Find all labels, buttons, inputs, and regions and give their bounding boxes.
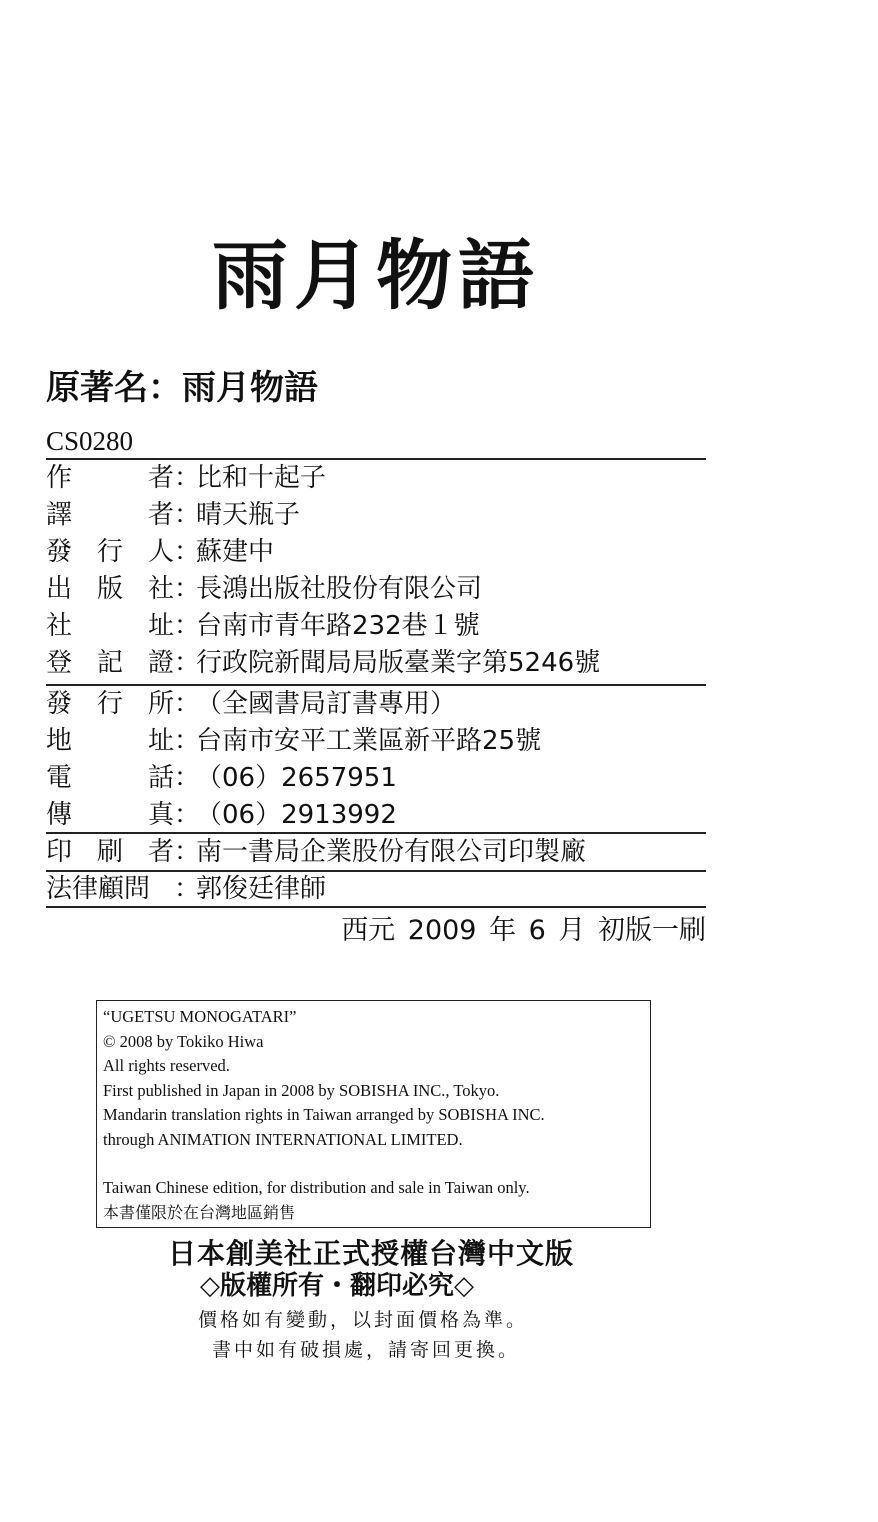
spacer — [103, 1152, 644, 1176]
edition-date: 西元 2009 年 6 月 初版一刷 — [341, 915, 706, 946]
copyright-line: Taiwan Chinese edition, for distribution and sale in Taiwan only. — [103, 1178, 530, 1197]
credit-value: （06）2913992 — [196, 800, 397, 830]
damage-notice: 書中如有破損處，請寄回更換。 — [212, 1339, 521, 1361]
credit-row-translator: 譯 者 ： 晴天瓶子 — [46, 497, 706, 534]
credit-row-author: 作 者 ： 比和十起子 — [46, 460, 706, 497]
authorization-statement: 日本創美社正式授權台灣中文版 — [168, 1237, 575, 1270]
price-notice: 價格如有變動，以封面價格為準。 — [198, 1309, 529, 1331]
credit-row-printer: 印 刷 者 ： 南一書局企業股份有限公司印製廠 — [46, 834, 706, 871]
credit-label: 作 者 — [46, 463, 174, 493]
credit-value: 南一書局企業股份有限公司印製廠 — [196, 837, 587, 867]
credit-value: 蘇建中 — [196, 537, 275, 567]
credit-value: （06）2657951 — [196, 763, 397, 793]
credit-row-distributor-address: 地 址 ： 台南市安平工業區新平路25號 — [46, 723, 706, 760]
credit-label: 傳 真 — [46, 800, 174, 830]
credits-group-2 — [46, 686, 706, 834]
copyright-line: Mandarin translation rights in Taiwan arranged by SOBISHA INC. — [103, 1105, 545, 1124]
credit-label: 出 版 社 — [46, 574, 174, 604]
credit-label: 社 址 — [46, 611, 174, 641]
credit-value: （全國書局訂書專用） — [196, 689, 457, 719]
copyright-box — [96, 1000, 651, 1228]
credit-value: 台南市青年路232巷１號 — [196, 611, 480, 641]
rights-notice: ◇版權所有・翻印必究◇ — [200, 1271, 474, 1301]
credit-label: 發 行 所 — [46, 689, 174, 719]
book-title: 雨月物語 — [212, 231, 540, 320]
credit-label: 法律顧問 — [46, 874, 151, 904]
credits-group-1 — [46, 460, 706, 682]
credit-value: 行政院新聞局局版臺業字第5246號 — [196, 648, 601, 678]
copyright-line: All rights reserved. — [103, 1056, 230, 1075]
copyright-line: © 2008 by Tokiko Hiwa — [103, 1031, 264, 1051]
credit-value: 台南市安平工業區新平路25號 — [196, 726, 542, 756]
original-title: 原著名：雨月物語 — [46, 368, 318, 408]
credit-row-publisher-person: 發 行 人 ： 蘇建中 — [46, 534, 706, 571]
credit-label: 譯 者 — [46, 500, 174, 530]
credit-row-phone: 電 話 ： （06）2657951 — [46, 760, 706, 797]
credit-value: 郭俊廷律師 — [196, 874, 327, 904]
credit-value: 比和十起子 — [196, 463, 327, 493]
copyright-line: “UGETSU MONOGATARI” — [103, 1007, 297, 1026]
credit-row-registration: 登 記 證 ： 行政院新聞局局版臺業字第5246號 — [46, 645, 706, 682]
divider-bottom — [46, 906, 706, 908]
credit-row-address: 社 址 ： 台南市青年路232巷１號 — [46, 608, 706, 645]
catalog-code: CS0280 — [46, 426, 134, 456]
credit-row-legal-counsel: 法律顧問 ： 郭俊廷律師 — [46, 871, 706, 908]
copyright-line: 本書僅限於在台灣地區銷售 — [103, 1202, 296, 1222]
credit-label: 電 話 — [46, 763, 174, 793]
copyright-line: through ANIMATION INTERNATIONAL LIMITED. — [103, 1129, 463, 1149]
credit-label: 印 刷 者 — [46, 837, 174, 867]
credit-row-distributor: 發 行 所 ： （全國書局訂書專用） — [46, 686, 706, 723]
credit-value: 晴天瓶子 — [196, 500, 301, 530]
divider-inner — [46, 870, 706, 872]
credit-label: 發 行 人 — [46, 537, 174, 567]
credit-row-publisher: 出 版 社 ： 長鴻出版社股份有限公司 — [46, 571, 706, 608]
copyright-line: First published in Japan in 2008 by SOBISHA INC., Tokyo. — [103, 1080, 500, 1100]
credit-row-fax: 傳 真 ： （06）2913992 — [46, 797, 706, 834]
credit-label: 地 址 — [46, 726, 174, 756]
credit-label: 登 記 證 — [46, 648, 174, 678]
credit-value: 長鴻出版社股份有限公司 — [196, 574, 483, 604]
